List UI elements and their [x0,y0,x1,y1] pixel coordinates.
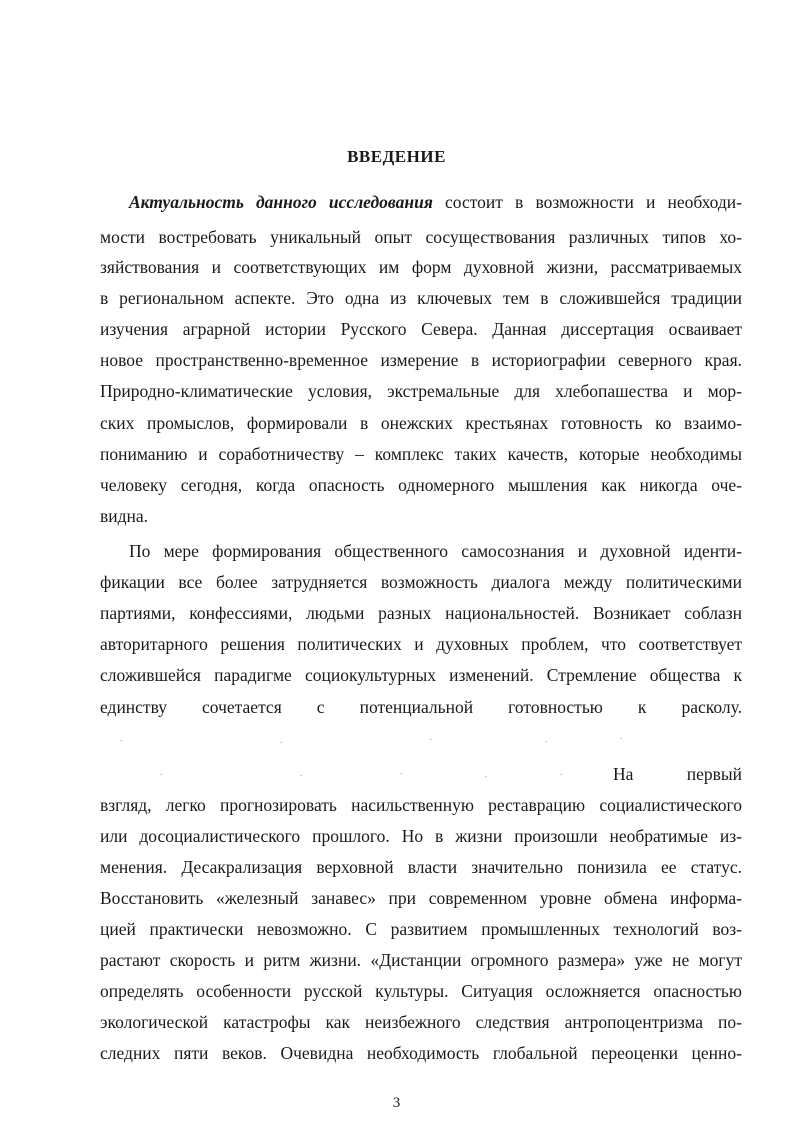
paragraph-2-line-3: партиями, конфессиями, людьми разных национальностей. Возникает соблазн [100,603,742,623]
paragraph-2-line-1: По мере формирования общественного самосознания и духовной иденти- [129,541,742,561]
paragraph-3-line-1: взгляд, легко прогнозировать насильственную реставрацию социалистического [100,795,742,815]
paragraph-1-line-10: человеку сегодня, когда опасность одномерного мышления как никогда оче- [100,475,742,495]
paragraph-2-line-6: единству сочетается с потенциальной готовностью к расколу. [100,697,742,717]
paragraph-1-line-6: новое пространственно-временное измерение в историографии северного края. [100,350,742,370]
paragraph-2-line-2: фикации все более затрудняется возможность диалога между политическими [100,572,742,592]
paragraph-3-line-7: определять особенности русской культуры. Ситуация осложняется опасностью [100,981,742,1001]
paragraph-1-line-1-text: состоит в возможности и необходи- [432,192,742,212]
paragraph-3-line-2: или досоциалистического прошлого. Но в жизни произошли необратимые из- [100,826,742,846]
paragraph-1-line-1 [129,192,742,212]
paragraph-1-line-4: в региональном аспекте. Это одна из ключевых тем в сложившейся традиции [100,288,742,308]
paragraph-1-line-2: мости востребовать уникальный опыт сосуществования различных типов хо- [100,227,742,247]
paragraph-2-line-5: сложившейся парадигме социокультурных изменений. Стремление общества к [100,665,742,685]
paragraph-1-line-5: изучения аграрной истории Русского Севера. Данная диссертация осваивает [100,319,742,339]
paragraph-3-line-6: растают скорость и ритм жизни. «Дистанции огромного размера» уже не могут [100,950,742,970]
paragraph-2-line-4: авторитарного решения политических и духовных проблем, что соответствует [100,634,742,654]
paragraph-1-line-3: зяйствования и соответствующих им форм духовной жизни, рассматриваемых [100,257,742,277]
page-number: 3 [392,1095,401,1111]
paragraph-1-line-7: Природно-климатические условия, экстремальные для хлебопашества и мор- [100,381,742,401]
paragraph-3-fragment: На первый [613,764,742,784]
paragraph-1-line-11: видна. [100,506,149,526]
page-title: ВВЕДЕНИЕ [347,147,446,166]
paragraph-3-line-5: цией практически невозможно. С развитием промышленных технологий воз- [100,919,742,939]
paragraph-3-line-3: менения. Десакрализация верховной власти значительно понизила ее статус. [100,857,742,877]
paragraph-3-line-8: экологической катастрофы как неизбежного следствия антропоцентризма по- [100,1012,742,1032]
paragraph-3-line-9: следних пяти веков. Очевидна необходимость глобальной переоценки ценно- [100,1043,742,1063]
paragraph-1-line-9: пониманию и соработничеству – комплекс таких качеств, которые необходимы [100,444,742,464]
paragraph-1-line-8: ских промыслов, формировали в онежских крестьянах готовность ко взаимо- [100,413,742,433]
paragraph-1-lead: Актуальность данного исследования [129,192,433,212]
paragraph-3-line-4: Восстановить «железный занавес» при современном уровне обмена информа- [100,888,742,908]
